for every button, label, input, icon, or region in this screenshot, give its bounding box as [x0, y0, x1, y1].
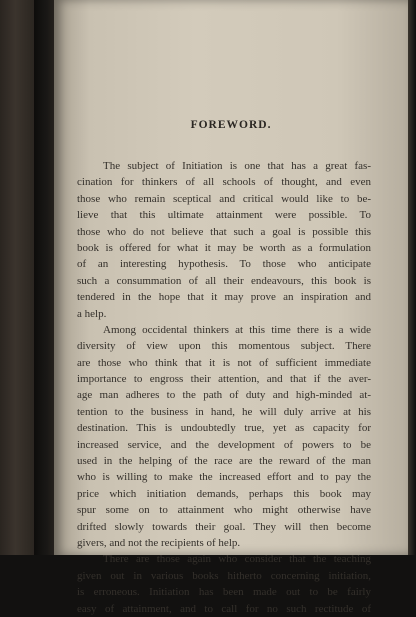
text-line: cination for thinkers of all schools of thought, and even [77, 176, 371, 189]
body-text [77, 158, 371, 617]
text-line: given out in various books hitherto concerning initiation, [77, 569, 371, 582]
text-line: importance to engross their attention, and that if the aver- [77, 373, 371, 386]
page-heading: FOREWORD. [190, 119, 272, 131]
text-line: price which initiation demands, perhaps this book may [77, 487, 371, 500]
text-line: increased service, and the development of powers to be [77, 438, 371, 451]
text-line: diversity of view upon this momentous subject. There [77, 340, 371, 353]
text-line: There are those again who consider that the teaching [103, 553, 371, 566]
text-line: are those who think that it is not of sufficient immediate [77, 356, 371, 369]
text-line: those who remain sceptical and critical would like to be- [77, 192, 371, 205]
book-gutter [34, 0, 56, 555]
text-line: The subject of Initiation is one that has a great fas- [103, 160, 371, 172]
text-line: spur some on to attainment who might otherwise have [77, 504, 371, 517]
text-line: lieve that this ultimate attainment were possible. To [77, 209, 371, 222]
text-line: book is offered for what it may be worth as a formulation [77, 241, 371, 254]
text-line: tention to the business in hand, he will duly arrive at his [77, 405, 371, 418]
text-line: givers, and not the recipients of help. [77, 536, 241, 549]
text-line: Among occidental thinkers at this time there is a wide [103, 323, 371, 336]
text-line: those who do not believe that such a goal is possible this [77, 225, 371, 238]
text-line: tendered in the hope that it may prove an inspiration and [77, 291, 371, 304]
text-line: such a consummation of all their endeavours, this book is [77, 274, 371, 287]
text-line: easy of attainment, and to call for no such rectitude of [77, 602, 371, 615]
text-line: a help. [77, 307, 107, 320]
text-line: is erroneous. Initiation has been made out to be fairly [77, 586, 371, 599]
text-line: drifted slowly towards their goal. They will then become [77, 520, 371, 533]
text-line: who is willing to make the increased effort and to pay the [77, 471, 371, 484]
text-line: age man adheres to the path of duty and high-minded at- [77, 389, 371, 402]
text-line: of an interesting hypothesis. To those who anticipate [77, 258, 371, 271]
book-spine-left [0, 0, 34, 555]
page-edge-right [408, 0, 416, 555]
text-line: destination. This is undoubtedly true, yet as capacity for [77, 422, 371, 435]
text-line: used in the helping of the race are the reward of the man [77, 455, 371, 468]
